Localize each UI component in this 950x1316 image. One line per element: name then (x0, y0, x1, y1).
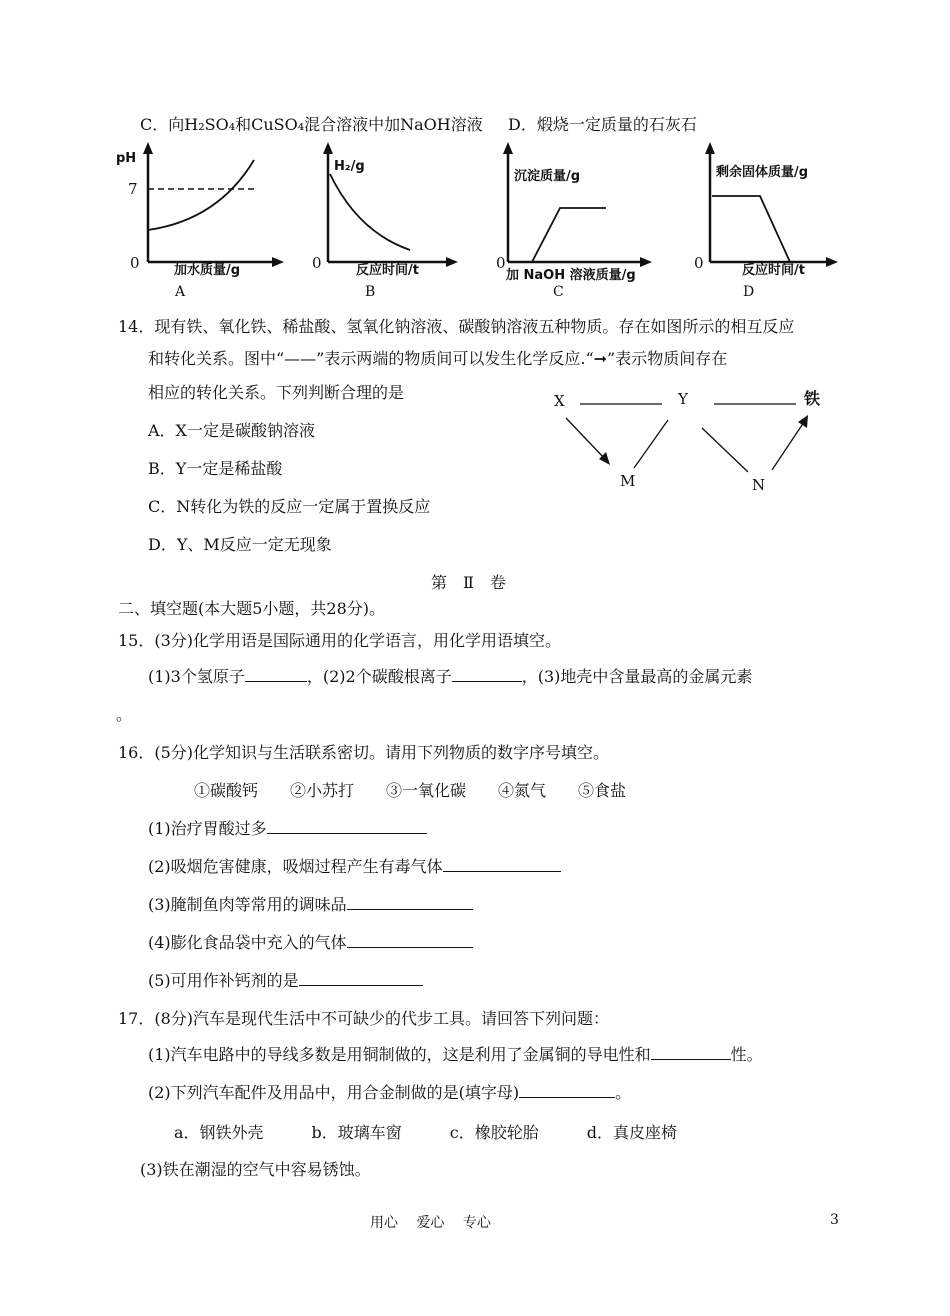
q15-part3: ，(3)地壳中含量最高的金属元素 (521, 667, 753, 686)
q16-blank-3[interactable] (347, 895, 473, 910)
graph-a-letter: A (175, 284, 186, 300)
q16-item-4-text: (4)膨化食品袋中充入的气体 (148, 933, 347, 952)
q16-blank-2[interactable] (443, 857, 561, 872)
graph-a-ylabel: pH (116, 151, 137, 166)
diagram-iron: 铁 (804, 389, 821, 408)
q14-diagram (550, 382, 840, 497)
q17-part2-text: (2)下列汽车配件及用品中，用合金制做的是(填字母) (148, 1083, 520, 1102)
q14-option-c: C．N转化为铁的反应一定属于置换反应 (148, 497, 431, 516)
q13-option-d: D．煅烧一定质量的石灰石 (508, 115, 697, 134)
q16-blank-1[interactable] (267, 819, 427, 834)
q16-item-1-text: (1)治疗胃酸过多 (148, 819, 267, 838)
page-number: 3 (830, 1212, 839, 1228)
section-heading: 二、填空题(本大题5小题，共28分)。 (118, 599, 386, 618)
q16-item-5 (148, 968, 423, 991)
diagram-y: Y (678, 390, 688, 408)
q14-option-d: D．Y、M反应一定无现象 (148, 535, 332, 554)
graph-b-xlabel: 反应时间/t (356, 263, 419, 278)
q17-part1-tail: 性。 (730, 1045, 763, 1064)
graph-d-xlabel: 反应时间/t (742, 263, 805, 278)
q14-option-a: A．X一定是碳酸钠溶液 (148, 421, 315, 440)
diagram-m: M (620, 472, 636, 490)
q17-part2-tail: 。 (615, 1083, 632, 1102)
q16-item-3-text: (3)腌制鱼肉等常用的调味品 (148, 895, 347, 914)
q14-stem-2: 和转化关系。图中“——”表示两端的物质间可以发生化学反应.“➞”表示物质间存在 (148, 349, 728, 368)
graph-b-origin: 0 (312, 254, 322, 272)
graph-c (496, 140, 666, 283)
q15-part2: ，(2)2个碳酸根离子 (306, 667, 452, 686)
graph-d (692, 140, 852, 278)
q16-item-4 (148, 930, 473, 953)
q17-blank-2[interactable] (519, 1083, 615, 1098)
q15-parts (148, 664, 752, 687)
graph-c-origin: 0 (496, 254, 506, 272)
q14-stem-1: 14．现有铁、氧化铁、稀盐酸、氢氧化钠溶液、碳酸钠溶液五种物质。存在如图所示的相互反应 (118, 317, 795, 336)
q17-choices: a．钢铁外壳 b．玻璃车窗 c．橡胶轮胎 d．真皮座椅 (174, 1123, 677, 1142)
q16-item-2 (148, 854, 561, 877)
q17-part3: (3)铁在潮湿的空气中容易锈蚀。 (140, 1160, 371, 1179)
q16-item-5-text: (5)可用作补钙剂的是 (148, 971, 299, 990)
q17-blank-1[interactable] (651, 1045, 731, 1060)
q16-item-1 (148, 816, 427, 839)
graph-b-letter: B (365, 284, 376, 300)
graph-d-letter: D (743, 284, 755, 300)
q14-stem-3: 相应的转化关系。下列判断合理的是 (148, 383, 405, 402)
q15-stem: 15．(3分)化学用语是国际通用的化学语言，用化学用语填空。 (118, 631, 562, 650)
graph-d-ylabel: 剩余固体质量/g (716, 165, 809, 180)
graph-b (310, 140, 470, 278)
q16-item-2-text: (2)吸烟危害健康，吸烟过程产生有毒气体 (148, 857, 443, 876)
footer-motto: 用心 爱心 专心 (370, 1215, 491, 1231)
q17-stem: 17．(8分)汽车是现代生活中不可缺少的代步工具。请回答下列问题： (118, 1009, 610, 1028)
volume-title: 第 Ⅱ 卷 (431, 573, 506, 592)
q14-option-b: B．Y一定是稀盐酸 (148, 459, 283, 478)
q15-blank-1[interactable] (245, 667, 307, 682)
diagram-x: X (554, 392, 565, 410)
q16-blank-5[interactable] (299, 971, 423, 986)
q15-blank-3-line[interactable] (116, 702, 132, 725)
diagram-n: N (752, 476, 766, 494)
q15-blank-2[interactable] (452, 667, 522, 682)
graph-c-xlabel: 加 NaOH 溶液质量/g (506, 268, 636, 283)
graph-a-xlabel: 加水质量/g (174, 263, 241, 278)
graph-d-origin: 0 (694, 254, 704, 272)
graph-a (108, 140, 288, 278)
q15-tail: 。 (116, 705, 133, 724)
graph-a-origin: 0 (130, 254, 140, 272)
q15-part1: (1)3个氢原子 (148, 667, 245, 686)
q17-part1 (148, 1042, 763, 1065)
graph-b-ylabel: H₂/g (334, 159, 365, 174)
graph-c-ylabel: 沉淀质量/g (514, 169, 581, 184)
q16-item-3 (148, 892, 473, 915)
graph-a-mark: 7 (128, 180, 138, 198)
q17-part1-text: (1)汽车电路中的导线多数是用铜制做的，这是利用了金属铜的导电性和 (148, 1045, 651, 1064)
q17-part2 (148, 1080, 631, 1103)
q16-blank-4[interactable] (347, 933, 473, 948)
graph-c-letter: C (553, 284, 564, 300)
q16-stem: 16．(5分)化学知识与生活联系密切。请用下列物质的数字序号填空。 (118, 743, 610, 762)
q13-option-c: C．向H₂SO₄和CuSO₄混合溶液中加NaOH溶液 (140, 115, 483, 134)
q16-choices: ①碳酸钙 ②小苏打 ③一氧化碳 ④氮气 ⑤食盐 (194, 781, 627, 800)
